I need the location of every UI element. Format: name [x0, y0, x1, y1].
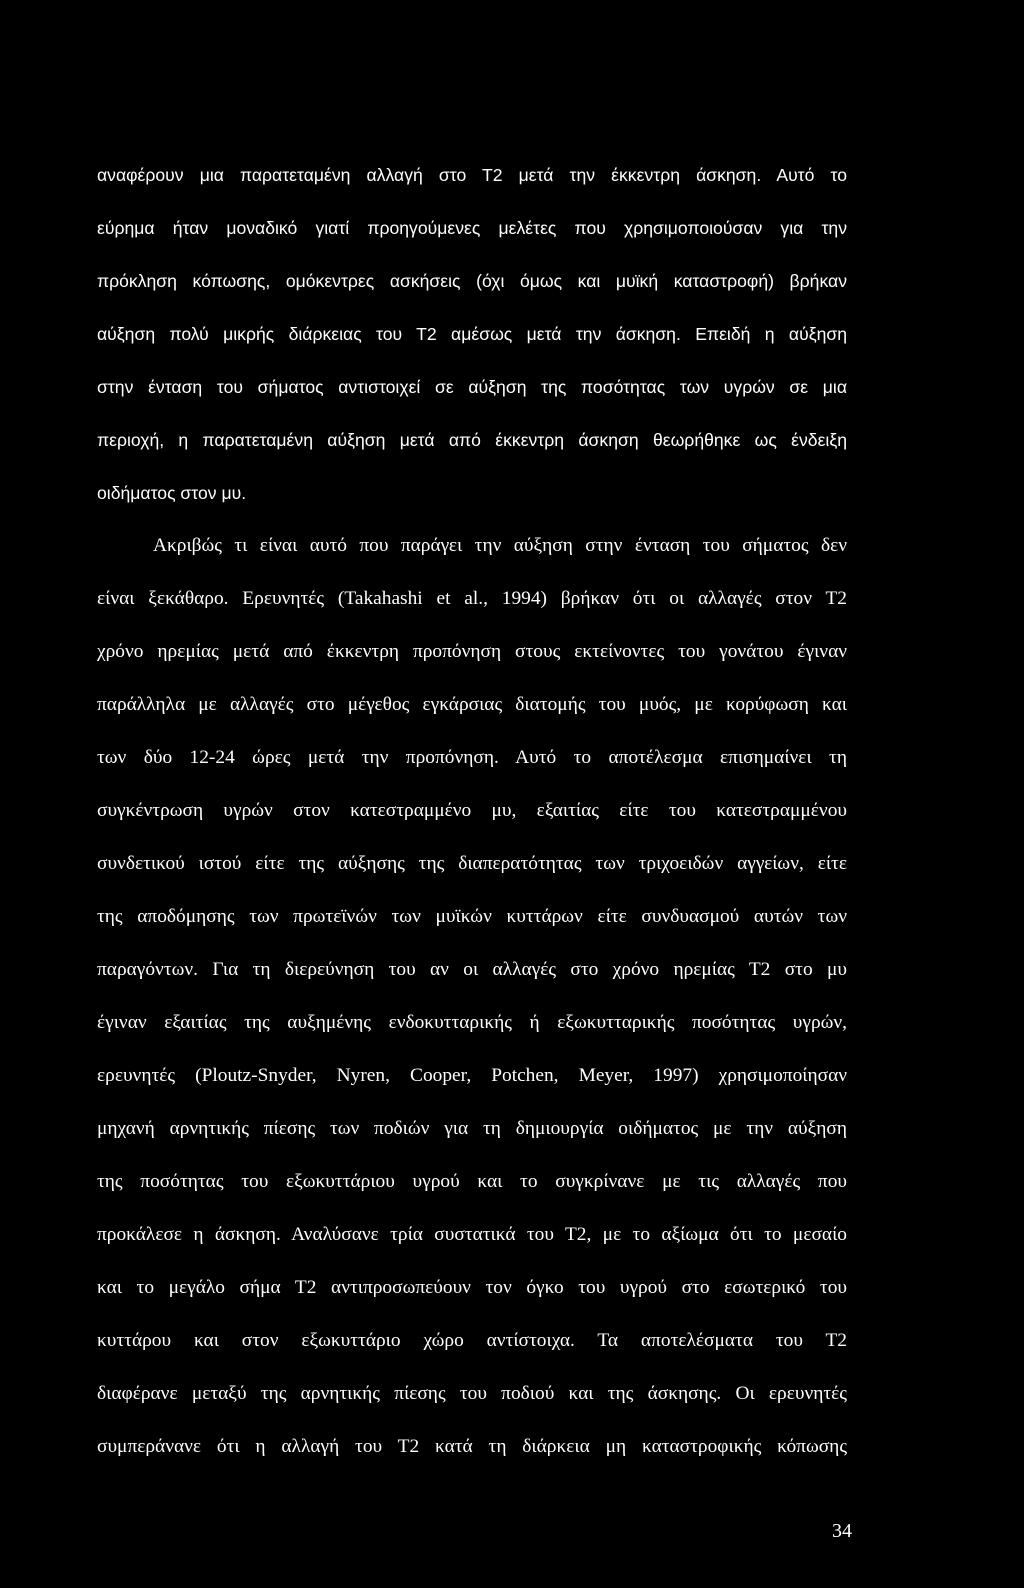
text-line: συμπεράνανε ότι η αλλαγή του Τ2 κατά τη διάρκεια μη καταστροφικής κόπωσης	[97, 1436, 847, 1457]
text-line: στην ένταση του σήματος αντιστοιχεί σε αύξηση της ποσότητας των υγρών σε μια	[97, 377, 847, 397]
text-line: συγκέντρωση υγρών στον κατεστραμμένο μυ, εξαιτίας είτε του κατεστραμμένου	[97, 800, 847, 821]
text-line: έγιναν εξαιτίας της αυξημένης ενδοκυτταρικής ή εξωκυτταρικής ποσότητας υγρών,	[97, 1012, 847, 1033]
text-line: παραγόντων. Για τη διερεύνηση του αν οι αλλαγές στο χρόνο ηρεμίας Τ2 στο μυ	[97, 959, 847, 980]
text-line: προκάλεσε η άσκηση. Αναλύσανε τρία συστατικά του Τ2, με το αξίωμα ότι το μεσαίο	[97, 1224, 847, 1245]
text-line: και το μεγάλο σήμα Τ2 αντιπροσωπεύουν τον όγκο του υγρού στο εσωτερικό του	[97, 1277, 847, 1298]
text-line: ερευνητές (Ploutz-Snyder, Nyren, Cooper, Potchen, Meyer, 1997) χρησιμοποίησαν	[97, 1065, 847, 1086]
text-line: αναφέρουν μια παρατεταμένη αλλαγή στο Τ2 μετά την έκκεντρη άσκηση. Αυτό το	[97, 165, 847, 185]
text-line: μηχανή αρνητικής πίεσης των ποδιών για τη δημιουργία οιδήματος με την αύξηση	[97, 1118, 847, 1139]
text-line: των δύο 12-24 ώρες μετά την προπόνηση. Αυτό το αποτέλεσμα επισημαίνει τη	[97, 747, 847, 768]
text-line: της ποσότητας του εξωκυττάριου υγρού και το συγκρίνανε με τις αλλαγές που	[97, 1171, 847, 1192]
text-line: χρόνο ηρεμίας μετά από έκκεντρη προπόνηση στους εκτείνοντες του γονάτου έγιναν	[97, 641, 847, 662]
text-line: της αποδόμησης των πρωτεϊνών των μυϊκών κυττάρων είτε συνδυασμού αυτών των	[97, 906, 847, 927]
text-line: περιοχή, η παρατεταμένη αύξηση μετά από έκκεντρη άσκηση θεωρήθηκε ως ένδειξη	[97, 430, 847, 450]
paragraph-first-line: Ακριβώς τι είναι αυτό που παράγει την αύξηση στην ένταση του σήματος δεν	[153, 535, 847, 556]
text-line: διαφέρανε μεταξύ της αρνητικής πίεσης του ποδιού και της άσκησης. Οι ερευνητές	[97, 1383, 847, 1404]
text-line: παράλληλα με αλλαγές στο μέγεθος εγκάρσιας διατομής του μυός, με κορύφωση και	[97, 694, 847, 715]
text-line: συνδετικού ιστού είτε της αύξησης της διαπερατότητας των τριχοειδών αγγείων, είτε	[97, 853, 847, 874]
text-line: οιδήματος στον μυ.	[97, 483, 247, 503]
text-line: κυττάρου και στον εξωκυττάριο χώρο αντίστοιχα. Τα αποτελέσματα του Τ2	[97, 1330, 847, 1351]
text-line: αύξηση πολύ μικρής διάρκειας του Τ2 αμέσως μετά την άσκηση. Επειδή η αύξηση	[97, 324, 847, 344]
text-line: είναι ξεκάθαρο. Ερευνητές (Takahashi et al., 1994) βρήκαν ότι οι αλλαγές στον Τ2	[97, 588, 847, 609]
text-line: εύρημα ήταν μοναδικό γιατί προηγούμενες μελέτες που χρησιμοποιούσαν για την	[97, 218, 847, 238]
page-number: 34	[832, 1520, 852, 1542]
text-line: πρόκληση κόπωσης, ομόκεντρες ασκήσεις (όχι όμως και μυϊκή καταστροφή) βρήκαν	[97, 271, 847, 291]
